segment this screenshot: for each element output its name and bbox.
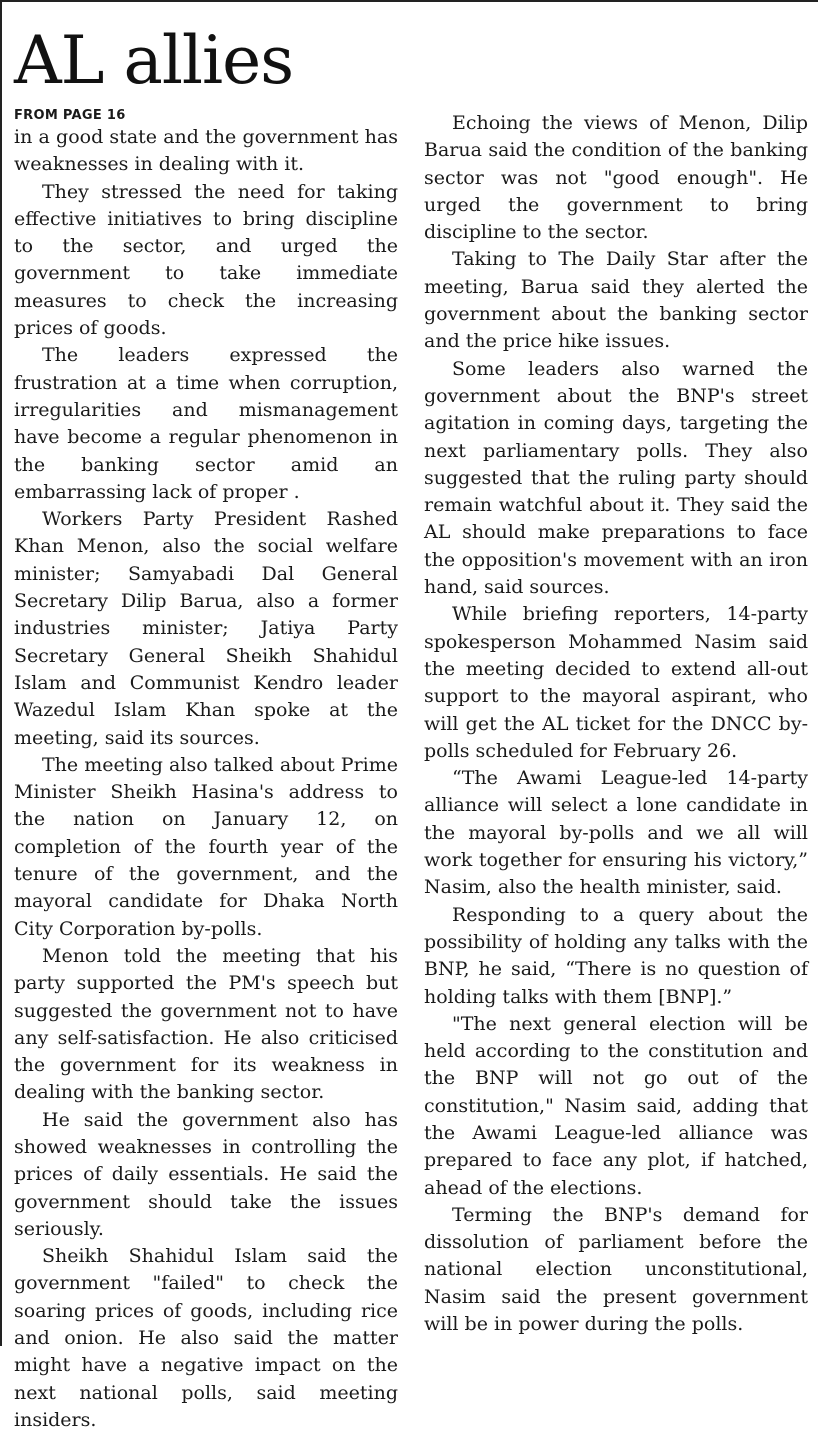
left-border-rule [0,0,2,1346]
top-border-rule [0,0,818,2]
paragraph: Terming the BNP's demand for dissolution of parliament before the national election unconstitutional, Nasim said the present government will be in power during the polls. [424,1203,808,1336]
paragraph: "The next general election will be held according to the constitution and the BNP will not go out of the constitution," Nasim said, adding that the Awami League-led alliance was prepared to face any plot, if hatched, ahead of the elections. [424,1012,808,1199]
paragraph: The leaders expressed the frustration at a time when corruption, irregularities and mismanagement have become a regular phenomenon in the banking sector amid an embarrassing lack of proper . [14,344,398,503]
paragraph: “The Awami League-led 14-party alliance will select a lone candidate in the mayoral by-polls and we all will work together for ensuring his victory,” Nasim, also the health minister, said. [424,767,808,899]
paragraph: They stressed the need for taking effective initiatives to bring discipline to the sector, and urged the government to take immediate measures to check the increasing prices of goods. [14,180,398,340]
left-column [14,108,398,1434]
paragraph: Sheikh Shahidul Islam said the government "failed" to check the soaring prices of goods, including rice and onion. He also said the matter might have a negative impact on the next national polls, said meeting insiders. [14,1245,398,1431]
paragraph: He said the government also has showed weaknesses in controlling the prices of daily essentials. He said the government should take the issues seriously. [14,1108,398,1240]
jump-line: FROM PAGE 16 [14,108,126,123]
paragraph: Echoing the views of Menon, Dilip Barua said the condition of the banking sector was not "good enough". He urged the government to bring discipline to the sector. [424,112,808,244]
paragraph: Responding to a query about the possibility of holding any talks with the BNP, he said, “There is no question of holding talks with them [BNP].” [424,903,808,1008]
paragraph: in a good state and the government has weaknesses in dealing with it. [14,126,398,176]
right-column [424,110,808,1338]
paragraph: Some leaders also warned the government about the BNP's street agitation in coming days, targeting the next parliamentary polls. They also suggested that the ruling party should remain watchful about it. They said the AL should make preparations to face the opposition's movement with an iron hand, said sources. [424,357,808,599]
paragraph: While briefing reporters, 14-party spokesperson Mohammed Nasim said the meeting decided to extend all-out support to the mayoral aspirant, who will get the AL ticket for the DNCC by-polls scheduled for February 26. [424,603,808,762]
paragraph: Menon told the meeting that his party supported the PM's speech but suggested the government not to have any self-satisfaction. He also criticised the government for its weakness in dealing with the banking sector. [14,944,398,1104]
paragraph: Taking to The Daily Star after the meeting, Barua said they alerted the government about the banking sector and the price hike issues. [424,248,808,353]
paragraph: Workers Party President Rashed Khan Menon, also the social welfare minister; Samyabadi Dal General Secretary Dilip Barua, also a former industries minister; Jatiya Party Secretary General Sheikh Shahidul Islam and Communist Kendro leader Wazedul Islam Khan spoke at the meeting, said its sources. [14,508,398,749]
headline: AL allies [14,22,294,99]
paragraph: The meeting also talked about Prime Minister Sheikh Hasina's address to the nation on January 12, on completion of the fourth year of the tenure of the government, and the mayoral candidate for Dhaka North City Corporation by-polls. [14,753,398,940]
